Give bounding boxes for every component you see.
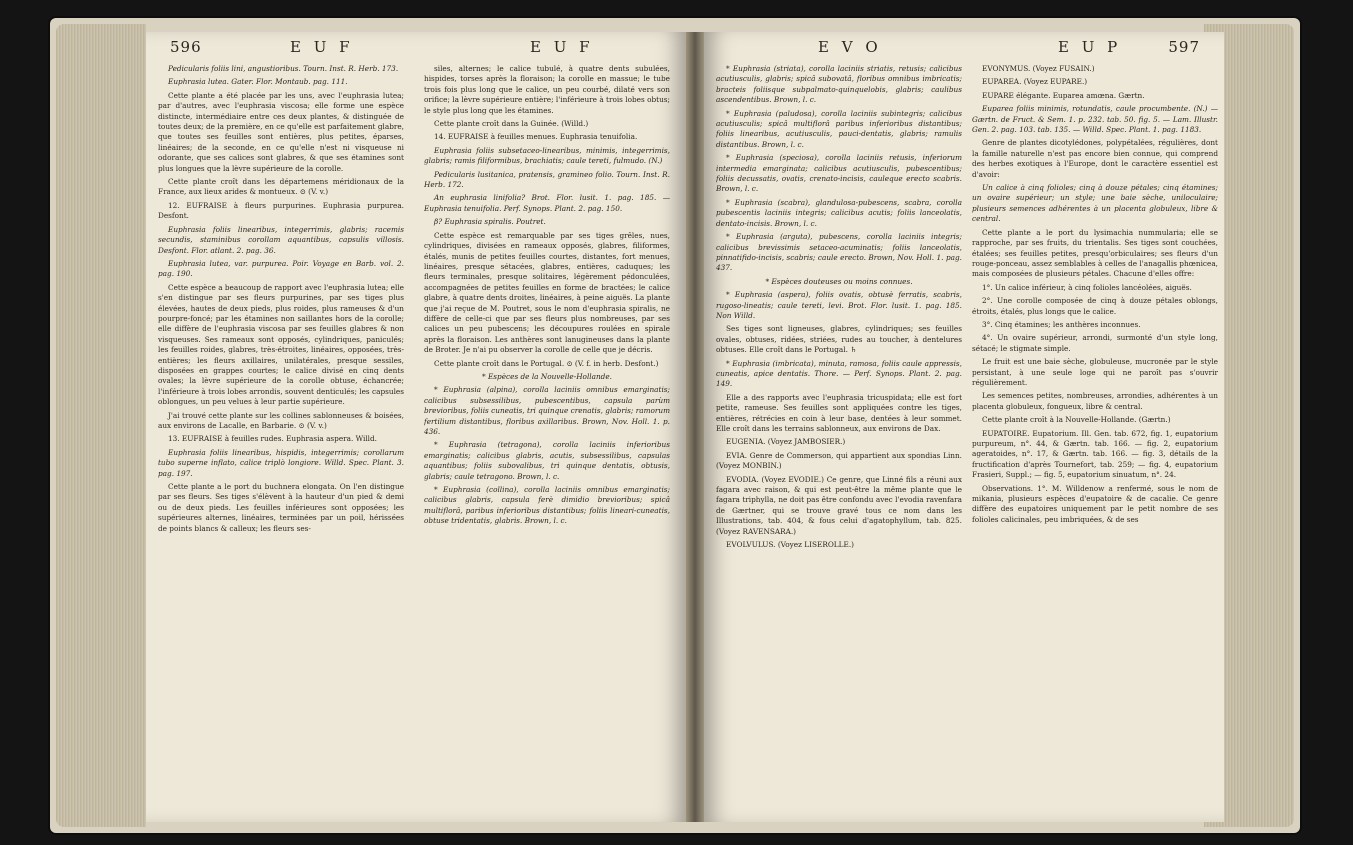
- latin-diagnosis: Pedicularis lusitanica, pratensis, gramineo folio. Tourn. Inst. R. Herb. 172.: [424, 169, 670, 190]
- latin-diagnosis: * Euphrasia (scabra), glandulosa-pubescens, scabra, corolla pubescentis laciniis integris; calicibus acutis; foliis lanceolatis, dentato-incisis. Brown, l. c.: [716, 197, 962, 228]
- entry-heading: EVONYMUS. (Voyez FUSAIN.): [982, 64, 1095, 73]
- running-head-right: E U F: [530, 38, 594, 56]
- latin-diagnosis: * Euphrasia (tetragona), corolla laciniis inferioribus emarginatis; calicibus glabris, acutis, subsessilibus, capsulas aquantibus; foliis subovalibus, tri quinque dentatis, obtusis, glabris; caule tetragono. Brown, l. c.: [424, 440, 670, 481]
- paragraph: Genre de plantes dicotylédones, polypétalées, régulières, dont la famille naturelle n'est pas encore bien connue, qui comprend des herbes exotiques à l'Europe, dont le caractère essentiel est d'avoir:: [972, 138, 1218, 179]
- paragraph: Elle a des rapports avec l'euphrasia tricuspidata; elle est fort petite, rameuse. Ses feuilles sont appliquées contre les tiges, entières, rétrécies en coin à leur base, dentées à leur sommet. Elle croît dans les terrains sablonneux, aux environs de Dax.: [716, 392, 962, 433]
- text-column: [972, 64, 1218, 816]
- entry-heading: 14. EUFRAISE à feuilles menues. Euphrasia tenuifolia.: [434, 132, 638, 142]
- left-page: [146, 32, 686, 822]
- paragraph: Ses tiges sont ligneuses, glabres, cylindriques; ses feuilles ovales, obtuses, ridées, striées, rudes au toucher, à dentelures obtuses. Elle croît dans le Portugal. ♄: [716, 324, 962, 355]
- running-head-right: E U P: [1058, 38, 1122, 56]
- latin-diagnosis: Euphrasia lutea. Gater. Flor. Montaub. pag. 111.: [168, 77, 348, 87]
- paragraph: 4°. Un ovaire supérieur, arrondi, surmonté d'un style long, sétacé; le stigmate simple.: [972, 333, 1218, 353]
- entry-heading: EVOLVULUS. (Voyez LISEROLLE.): [726, 540, 854, 550]
- entry-heading: EUPATOIRE. Eupatorium. Ill. Gen. tab. 672, fig. 1, eupatorium purpureum, n°. 44, & Gærtn. tab. 166. — fig. 2, eupatorium ageratoides, n°. 17, & Gærtn. tab. 166. — fig. 3, détails de la fructification d'après Tournefort, tab. 259; — fig. 4, eupatorium Frasieri, Suppl.; — fig. 5, eupatorium sinuatum, n°. 24.: [972, 428, 1218, 480]
- latin-diagnosis: β? Euphrasia spiralis. Poutret.: [434, 217, 546, 227]
- text-column: [716, 64, 962, 816]
- page-edges-left: [56, 24, 146, 827]
- entry-heading: EVIA. Genre de Commerson, qui appartient aux spondias Linn. (Voyez MONBIN.): [716, 450, 962, 471]
- paragraph: Cette plante croît dans la Guinée. (Willd.): [434, 119, 589, 129]
- latin-diagnosis: Pedicularis foliis lini, angustioribus. Tourn. Inst. R. Herb. 173.: [168, 64, 399, 73]
- paragraph: Cette espèce est remarquable par ses tiges grêles, nues, cylindriques, divisées en rameaux opposés, glabres, filiformes, étalés, munis de petites feuilles courtes, distantes, fort menues, linéaires, presque sétacées, glabres, entières, caduques; les fleurs terminales, presque solitaires, légèrement pédonculées, accompagnées de petites feuilles en forme de bractées; le calice glabre, à quatre dents droites, linéaires, à peine aiguës. La plante que j'ai reçue de M. Poutret, sous le nom d'euphrasia spiralis, ne diffère de celle-ci que par ses fleurs plus nombreuses, par ses calices un peu pubescens; les découpures roulées en spirale après la floraison. Les anthères sont lanugineuses dans la plante de Broter. Je n'ai pu observer la corolle de celle que je décris.: [424, 230, 670, 355]
- latin-diagnosis: * Euphrasia (striata), corolla laciniis striatis, retusis; calicibus acutiusculis, glabris; spicâ subovatâ, floribus omnibus imbricatis; bracteis foliisque subpalmato-quinquelobis, glabris; caulibus ascendentibus. Brown, l. c.: [716, 64, 962, 105]
- latin-diagnosis: Euphrasia foliis subsetaceo-linearibus, minimis, integerrimis, glabris; ramis filiformibus, brachiatis; caule tereti, fulmudo. (N.): [424, 145, 670, 166]
- paragraph: Cette plante a été placée par les uns, avec l'euphrasia lutea; par d'autres, avec l'euphrasia viscosa; elle forme une espèce distincte, intermédiaire entre ces deux plantes, & distinguée de toutes deux; de la première, en ce qu'elle est parfaitement glabre, que toutes ses feuilles sont entières, plus petites, éparses, linéaires; de la seconde, en ce qu'elle n'est ni visqueuse ni odorante, que ses calices sont glabres, & que ses étamines sont plus longues que la lèvre supérieure de la corolle.: [158, 90, 404, 173]
- right-page-text: [716, 64, 1218, 816]
- latin-diagnosis: * Euphrasia (alpina), corolla laciniis omnibus emarginatis; calicibus subsessilibus, pubescentibus, capsula parùm brevioribus, foliis cuneatis, tri quinque crenatis, glabris; ramorum fertilium distantibus, floribus axillaribus. Brown, Nov. Holl. 1. p. 436.: [424, 385, 670, 436]
- paragraph: siles, alternes; le calice tubulé, à quatre dents subulées, hispides, torses après la floraison; la corolle en massue; le tube trois fois plus long que le calice, un peu courbé, dilaté vers son orifice; la lèvre supérieure entière; l'inférieure à trois lobes obtus; le style plus long que les étamines.: [424, 64, 670, 115]
- paragraph: 2°. Une corolle composée de cinq à douze pétales oblongs, étroits, étalés, plus longs que le calice.: [972, 296, 1218, 316]
- paragraph: 1°. Un calice inférieur, à cinq folioles lancéolées, aiguës.: [982, 282, 1192, 292]
- book-gutter: [686, 32, 704, 822]
- entry-heading: 12. EUFRAISE à fleurs purpurines. Euphrasia purpurea. Desfont.: [158, 200, 404, 221]
- paragraph: Les semences petites, nombreuses, arrondies, adhérentes à un placenta globuleux, fongueux, libre & central.: [972, 391, 1218, 411]
- latin-diagnosis: Euparea foliis minimis, rotundatis, caule procumbente. (N.) — Gærtn. de Fruct. & Sem. 1. p. 232. tab. 50. fig. 5. — Lam. Illustr. Gen. 2. pag. 103. tab. 135. — Willd. Spec. Plant. 1. pag. 1183.: [972, 104, 1218, 135]
- latin-diagnosis: Euphrasia lutea, var. purpurea. Poir. Voyage en Barb. vol. 2. pag. 190.: [158, 258, 404, 279]
- paragraph: Cette plante a le port du lysimachia nummularia; elle se rapproche, par ses fruits, du trientalis. Ses tiges sont couchées, étalées; ses feuilles petites, presqu'orbiculaires; ses fleurs d'un rouge-ponceau, assez semblables à celles de l'anagallis phœnicea, mais composées de plusieurs pétales. Chacune d'elles offre:: [972, 227, 1218, 279]
- paragraph: Cette plante croît dans le Portugal. ⊙ (V. f. in herb. Desfont.): [434, 358, 659, 368]
- paragraph: 3°. Cinq étamines; les anthères inconnues.: [982, 319, 1141, 329]
- left-page-header: [170, 38, 662, 58]
- page-number: 596: [170, 38, 202, 56]
- entry-heading: EUGENIA. (Voyez JAMBOSIER.): [726, 437, 846, 447]
- paragraph: Cette espèce a beaucoup de rapport avec l'euphrasia lutea; elle s'en distingue par ses fleurs purpurines, par ses tiges plus élevées, hautes de deux pieds, plus roides, plus rameuses & d'un pourpre-foncé; par les étamines non saillantes hors de la corolle; elle diffère de l'euphrasia viscosa par ses feuilles glabres & non visqueuses. Ses rameaux sont opposés, cylindriques, paniculés; les feuilles roides, glabres, très-étroites, linéaires, opposées, très-entières; les fleurs axillaires, unilatérales, presque sessiles, disposées en grappes courtes; le calice divisé en cinq dents ovales; la lèvre supérieure de la corolle obtuse, échancrée; l'inférieure à trois lobes arrondis, souvent denticulés; les capsules oblongues, un peu velues à leur partie supérieure.: [158, 282, 404, 407]
- page-number: 597: [1168, 38, 1200, 56]
- latin-diagnosis: * Euphrasia (collina), corolla laciniis omnibus emarginatis; calicibus glabris, capsula ferè dimidio brevioribus; spicâ multiflorâ, paribus inferioribus distantibus; foliis lineari-cuneatis, obtuse tridentatis, glabris. Brown, l. c.: [424, 485, 670, 526]
- latin-diagnosis: * Euphrasia (aspera), foliis ovatis, obtusè ferratis, scabris, rugoso-lineatis; caule tereti, levi. Brot. Flor. lusit. 1. pag. 185. Non Willd.: [716, 290, 962, 320]
- text-column: [424, 64, 670, 816]
- paragraph: Cette plante croît à la Nouvelle-Hollande. (Gærtn.): [982, 415, 1171, 425]
- paragraph: Le fruit est une baie sèche, globuleuse, mucronée par le style persistant, à une seule loge qui ne paroît pas s'ouvrir régulièrement.: [972, 357, 1218, 387]
- paragraph: J'ai trouvé cette plante sur les collines sablonneuses & boisées, aux environs de Lacalle, en Barbarie. ⊙ (V. v.): [158, 410, 404, 430]
- latin-diagnosis: * Euphrasia (paludosa), corolla laciniis subintegris; calicibus acutiusculis; spicâ multiflorâ paribus inferioribus distantibus; foliis linearibus, acutiusculis, pauci-dentatis, glabris; ramulis distantibus. Brown, l. c.: [716, 108, 962, 149]
- paragraph: Cette plante a le port du buchnera elongata. On l'en distingue par ses fleurs. Ses tiges s'élèvent à la hauteur d'un pied & demi ou de deux pieds. Les feuilles inférieures sont opposées; les supérieures alternes, linéaires, terminées par un poil, hérissées de points blancs & calleux; les fleurs ses-: [158, 482, 404, 533]
- section-heading: * Espèces douteuses ou moins connues.: [765, 276, 913, 286]
- right-page-header: [728, 38, 1200, 58]
- paragraph: Observations. 1°. M. Willdenow a renfermé, sous le nom de mikania, plusieurs espèces d'eupatoire & de cacalie. Ce genre diffère des eupatoires uniquement par le petit nombre de ses folioles calicinales, peu imbriquées, & de ses: [972, 483, 1218, 524]
- entry-heading: EUPAREA. (Voyez EUPARE.): [982, 77, 1088, 87]
- latin-diagnosis: * Euphrasia (speciosa), corolla laciniis retusis, inferiorum intermedia emarginata; calicibus acutiusculis, pubescentibus; foliis decussatis, ovatis, crenato-incisis, cauleque erecto scabris. Brown, l. c.: [716, 153, 962, 194]
- running-head-left: E V O: [818, 38, 882, 56]
- right-page: [704, 32, 1224, 822]
- latin-diagnosis: Euphrasia foliis linearibus, hispidis, integerrimis; corollarum tubo superne inflato, calice triplò longiore. Willd. Spec. Plant. 3. pag. 197.: [158, 447, 404, 478]
- latin-diagnosis: * Euphrasia (arguta), pubescens, corolla laciniis integris; calicibus brevissimis setaceo-acuminatis; foliis lanceolatis, pinnatifido-incisis, scabris; caule erecto. Brown, Nov. Holl. 1. pag. 437.: [716, 232, 962, 273]
- running-head-left: E U F: [290, 38, 354, 56]
- latin-diagnosis: Euphrasia foliis linearibus, integerrimis, glabris; racemis secundis, staminibus corollam aquantibus, capsulis villosis. Desfont. Flor. atlant. 2. pag. 36.: [158, 224, 404, 255]
- section-heading: * Espèces de la Nouvelle-Hollande.: [482, 371, 612, 381]
- latin-diagnosis: * Euphrasia (imbricata), minuta, ramosa, foliis caule appressis, cuneatis, apice dentatis. Thore. — Perf. Synops. Plant. 2. pag. 149.: [716, 358, 962, 389]
- entry-heading: 13. EUFRAISE à feuilles rudes. Euphrasia aspera. Willd.: [168, 434, 377, 444]
- book-spread: [50, 18, 1300, 833]
- entry-heading: EUPARE élégante. Euparea amœna. Gærtn.: [982, 90, 1145, 100]
- latin-diagnosis: Un calice à cinq folioles; cinq à douze pétales; cinq étamines; un ovaire supérieur; un style; une baie sèche, uniloculaire; plusieurs semences adhérentes à un placenta globuleux, libre & central.: [972, 183, 1218, 224]
- paragraph: Cette plante croît dans les départemens méridionaux de la France, aux lieux arides & montueux. ⊙ (V. v.): [158, 177, 404, 197]
- entry-heading: EVODIA. (Voyez EVODIE.) Ce genre, que Linné fils a réuni aux fagara avec raison, & qui est peut-être la même plante que le fagara triphylla, ne doit pas être confondu avec l'evodia ravenfara de Gærtner, qui se trouve gravé tous ce nom dans les Illustrations, tab. 404, & fous celui d'agatophyllum, tab. 825. (Voyez RAVENSARA.): [716, 474, 962, 536]
- left-page-text: [158, 64, 674, 816]
- latin-diagnosis: An euphrasia linifolia? Brot. Flor. lusit. 1. pag. 185. — Euphrasia tenuifolia. Perf. Synops. Plant. 2. pag. 150.: [424, 193, 670, 213]
- text-column: [158, 64, 404, 816]
